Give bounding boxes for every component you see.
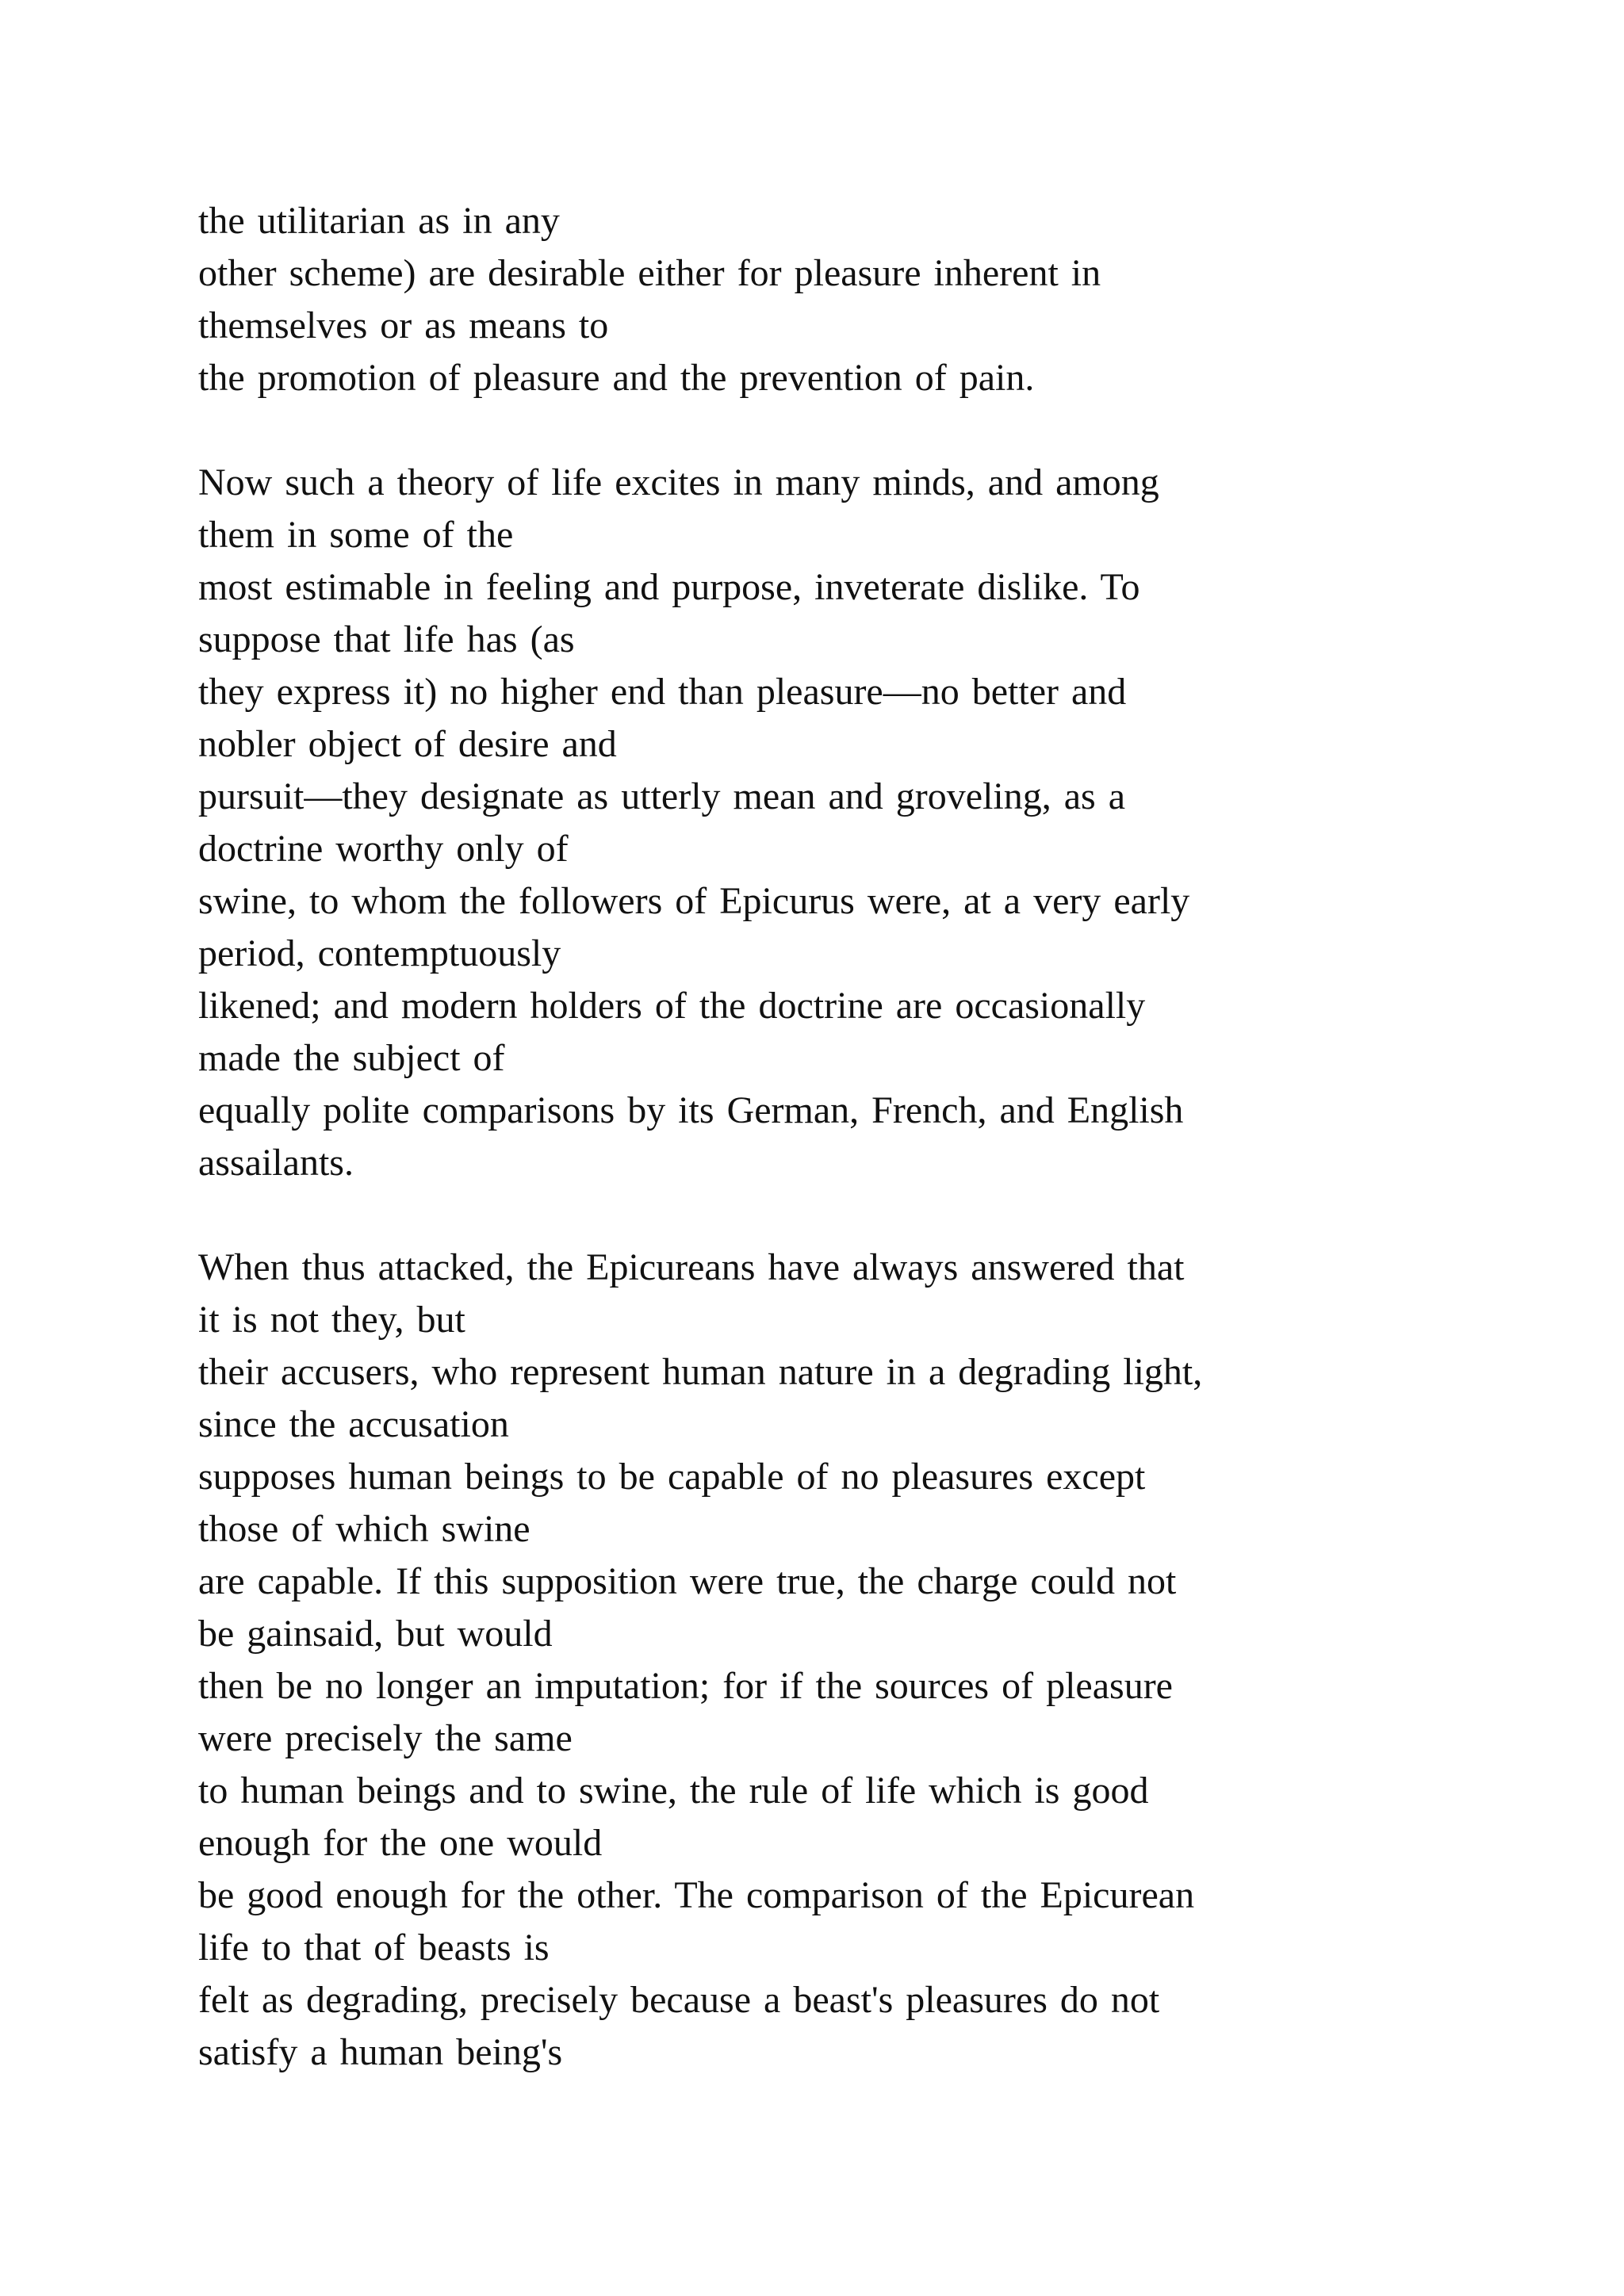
text-line: period, contemptuously [198, 932, 561, 974]
paragraph-3 [198, 1242, 1594, 2079]
text-line: be good enough for the other. The comparison of the Epicurean [198, 1874, 1195, 1916]
text-line: to human beings and to swine, the rule of life which is good [198, 1770, 1149, 1812]
text-line: then be no longer an imputation; for if the sources of pleasure [198, 1665, 1173, 1707]
text-line: the promotion of pleasure and the prevention of pain. [198, 357, 1035, 399]
paragraph-spacer [198, 1189, 1594, 1242]
text-line: the utilitarian as in any [198, 200, 560, 242]
text-line: swine, to whom the followers of Epicurus were, at a very early [198, 880, 1190, 922]
text-line: are capable. If this supposition were true, the charge could not [198, 1560, 1177, 1602]
body-text [198, 195, 1594, 2079]
text-line: since the accusation [198, 1403, 509, 1445]
text-line: their accusers, who represent human nature in a degrading light, [198, 1351, 1203, 1393]
text-line: Now such a theory of life excites in many minds, and among [198, 461, 1159, 503]
paragraph-2 [198, 457, 1594, 1189]
text-line: When thus attacked, the Epicureans have always answered that [198, 1246, 1185, 1288]
text-line: equally polite comparisons by its German, French, and English [198, 1089, 1184, 1131]
text-line: were precisely the same [198, 1717, 573, 1759]
paragraph-spacer [198, 404, 1594, 457]
text-line: life to that of beasts is [198, 1927, 550, 1969]
text-line: them in some of the [198, 514, 514, 556]
text-line: enough for the one would [198, 1822, 603, 1864]
text-line: be gainsaid, but would [198, 1613, 553, 1655]
text-line: assailants. [198, 1142, 354, 1184]
text-line: felt as degrading, precisely because a beast's pleasures do not [198, 1979, 1160, 2021]
text-line: doctrine worthy only of [198, 828, 569, 870]
text-line: made the subject of [198, 1037, 505, 1079]
text-line: most estimable in feeling and purpose, inveterate dislike. To [198, 566, 1140, 608]
text-line: nobler object of desire and [198, 723, 617, 765]
text-line: likened; and modern holders of the doctrine are occasionally [198, 985, 1146, 1027]
text-line: suppose that life has (as [198, 618, 575, 660]
text-line: satisfy a human being's [198, 2031, 563, 2073]
paragraph-1 [198, 195, 1594, 404]
text-line: other scheme) are desirable either for pleasure inherent in [198, 252, 1101, 294]
text-line: those of which swine [198, 1508, 530, 1550]
text-line: supposes human beings to be capable of no pleasures except [198, 1456, 1146, 1498]
text-line: they express it) no higher end than pleasure—no better and [198, 671, 1127, 713]
text-line: themselves or as means to [198, 304, 609, 346]
text-line: it is not they, but [198, 1299, 465, 1341]
text-line: pursuit—they designate as utterly mean and groveling, as a [198, 775, 1126, 817]
